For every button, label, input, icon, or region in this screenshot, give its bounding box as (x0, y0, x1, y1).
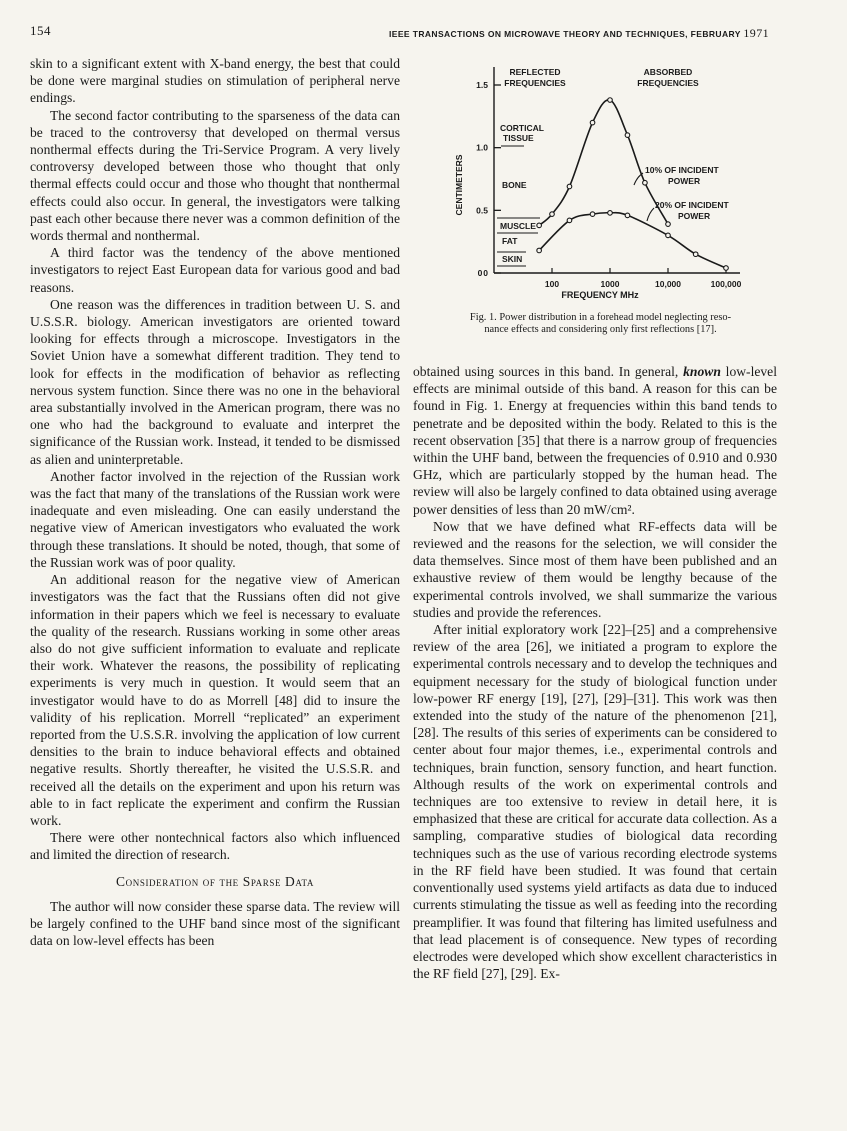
paragraph: The author will now consider these sparse data. The review will be largely confined to the UHF band since most of the significant data on low-level effects has been (30, 898, 400, 949)
curve-label-10: POWER (668, 176, 701, 186)
data-point (724, 266, 729, 271)
running-header (389, 26, 769, 41)
journal-year: 1971 (743, 26, 769, 40)
data-point (567, 184, 572, 189)
paragraph: One reason was the differences in tradition between U. S. and U.S.S.R. biology. American investigators are oriented toward looking for effects through a microscope. Investigators in the Soviet Union have a somewhat different tradition. They tend to look for effects in the modification of behavior as reflecting nervous system function. Since there was no one in the behavioral area substantially involved in the American program, there was no one who had the background to evaluate and interpret the significance of the Russian work. Instead, it tended to be dismissed as alien and uninterpretable. (30, 296, 400, 467)
x-tick-label: 100,000 (710, 279, 742, 289)
paragraph-text: low-level effects are minimal outside of this band. A reason for this can be found in Fig. 1. Energy at frequencies within this band tends to penetrate and be deposited within the body. Related to this is the recent observation [35] that there is a narrow group of frequencies within the UHF band, between the frequencies of 0.910 and 0.930 GHz, which are particularly stopped by the human head. The review will also be largely confined to data obtained using average power densities of less than 20 mW/cm². (413, 364, 777, 517)
paragraph: After initial exploratory work [22]–[25] and a comprehensive review of the area [26], we initiated a program to explore the experimental controls necessary and to develop the techniques and equipment necessary for the study of biological function under low-power RF energy [19], [27], [29]–[31]. This work was then extended into the study of the nature of the phenomenon [21], [28]. The results of this series of experiments can be considered to center about four major themes, i.e., experimental controls and techniques, brain function, sensory function, and heart function. Although results of the work on experimental controls and techniques are too extensive to review in detail here, it is emphasized that these are critical for accurate data collection. As a sampling, comparative studies of biological data recording techniques such as the use of various recording electrode systems in the RF field have been studied. It was found that certain conventionally used systems yield artifacts as data due to induced currents stimulating the tissue as well as feeding into the recording preamplifier. It was found that filtering has limited usefulness and that lead placement is of consequence. New types of recording electrodes were developed which show excellent characteristics in the RF field [27], [29]. Ex- (413, 622, 777, 982)
curve-10-percent (539, 100, 668, 226)
x-tick-label: 10,000 (655, 279, 681, 289)
data-point (537, 223, 542, 228)
y-ticks (476, 80, 501, 278)
layer-label-cortical: CORTICAL (500, 123, 544, 133)
page-number: 154 (30, 23, 51, 38)
data-point (608, 211, 613, 216)
data-point (590, 120, 595, 125)
section-heading: Consideration of the Sparse Data (116, 873, 314, 889)
journal-title: IEEE TRANSACTIONS ON MICROWAVE THEORY AND TECHNIQUES, FEBRUARY (389, 29, 741, 39)
region-label-reflected: REFLECTED (509, 67, 561, 77)
region-label-reflected: FREQUENCIES (504, 78, 566, 88)
paragraph: Another factor involved in the rejection of the Russian work was the fact that many of the translations of the Russian work were inadequate and even misleading. One can easily understand the negative view of American investigators who evaluated the work through these translations. It should be noted, though, that some of the Russian work was of poor quality. (30, 468, 400, 570)
data-point (666, 222, 671, 227)
layer-label-fat: FAT (502, 236, 518, 246)
y-axis-title: CENTIMETERS (454, 154, 464, 216)
figure-caption (428, 312, 773, 337)
paragraph: Now that we have defined what RF-effects data will be reviewed and the reasons for the selection, we will consider the data themselves. Since most of them have been published and an exhaustive review of them would be lengthy because of the experimental controls involved, we shall summarize the various studies and provide the references. (413, 518, 777, 620)
layer-label-bone: BONE (502, 180, 527, 190)
data-point (537, 248, 542, 253)
paragraph-text: obtained using sources in this band. In general, (413, 364, 684, 379)
emphasized-word: known (683, 364, 721, 379)
data-point (625, 213, 630, 218)
right-column (413, 363, 777, 982)
figure-1 (440, 55, 770, 325)
caption-line: nance effects and considering only first reflections [17]. (484, 324, 717, 336)
data-point (643, 180, 648, 185)
data-point (608, 98, 613, 103)
curve-label-10: 10% OF INCIDENT (645, 165, 719, 175)
paragraph: The second factor contributing to the sparseness of the data can be traced to the controversy that developed on thermal versus nonthermal effects during the Tri-Service Program. A very lively controversy developed between those who thought that only thermal effects could occur and those who thought that nonthermal effects could also occur. In general, the investigators were talking past each other because there never was a common definition of the words thermal and nonthermal. (30, 107, 400, 244)
leader-line (647, 208, 654, 221)
paragraph: skin to a significant extent with X-band energy, the best that could be done were marginal studies on stimulation of peripheral nerve endings. (30, 56, 400, 106)
x-ticks (478, 268, 742, 289)
x-tick-label: 100 (544, 279, 560, 289)
data-point (693, 252, 698, 257)
left-column (30, 55, 400, 949)
paragraph: An additional reason for the negative view of American investigators was the fact that the Russians often did not give information in their papers which we feel is necessary to evaluate the quality of the research. Russians working in some other areas also do not give sufficient information to evaluate and replicate their work. Whatever the reasons, the possibility of replicating experiments is very much in question. It would seem that an investigator would have to do as Morrell [48] did to insure the validity of his replication. Morrell “replicated” an experiment reported from the U.S.S.R. involving the application of low current densities to the brain to induce behavioral effects and obtained negative results. Shortly thereafter, he visited the U.S.S.R. and received all the details on the experiment and upon his return was able to in fact replicate the experiment and confirm the Russian work. (30, 572, 400, 828)
layer-label-cortical: TISSUE (503, 133, 534, 143)
paragraph: A third factor was the tendency of the above mentioned investigators to reject East European data for various good and bad reasons. (30, 245, 400, 295)
x-tick-label: 0 (477, 268, 483, 278)
region-label-absorbed: FREQUENCIES (637, 78, 699, 88)
data-point (666, 233, 671, 238)
x-axis-title: FREQUENCY MHz (561, 290, 639, 300)
curve-label-20: POWER (678, 211, 711, 221)
y-tick-label: 0.5 (476, 205, 488, 216)
y-tick-label: 1.5 (476, 80, 488, 90)
paragraph: There were other nontechnical factors also which influenced and limited the direction of research. (30, 830, 400, 863)
y-tick-label: 0 (483, 268, 488, 278)
data-point (590, 212, 595, 217)
data-point (567, 218, 572, 223)
data-point (550, 212, 555, 217)
y-tick-label: 1.0 (476, 142, 488, 153)
power-distribution-chart (440, 55, 770, 305)
data-point (625, 133, 630, 138)
x-tick-label: 1000 (600, 279, 620, 289)
layer-label-muscle: MUSCLE (500, 221, 536, 231)
paragraph (413, 363, 777, 518)
curve-label-20: 20% OF INCIDENT (655, 200, 729, 210)
caption-line: Fig. 1. Power distribution in a forehead model neglecting reso- (469, 312, 732, 323)
layer-label-skin: SKIN (502, 254, 523, 264)
region-label-absorbed: ABSORBED (643, 67, 693, 77)
